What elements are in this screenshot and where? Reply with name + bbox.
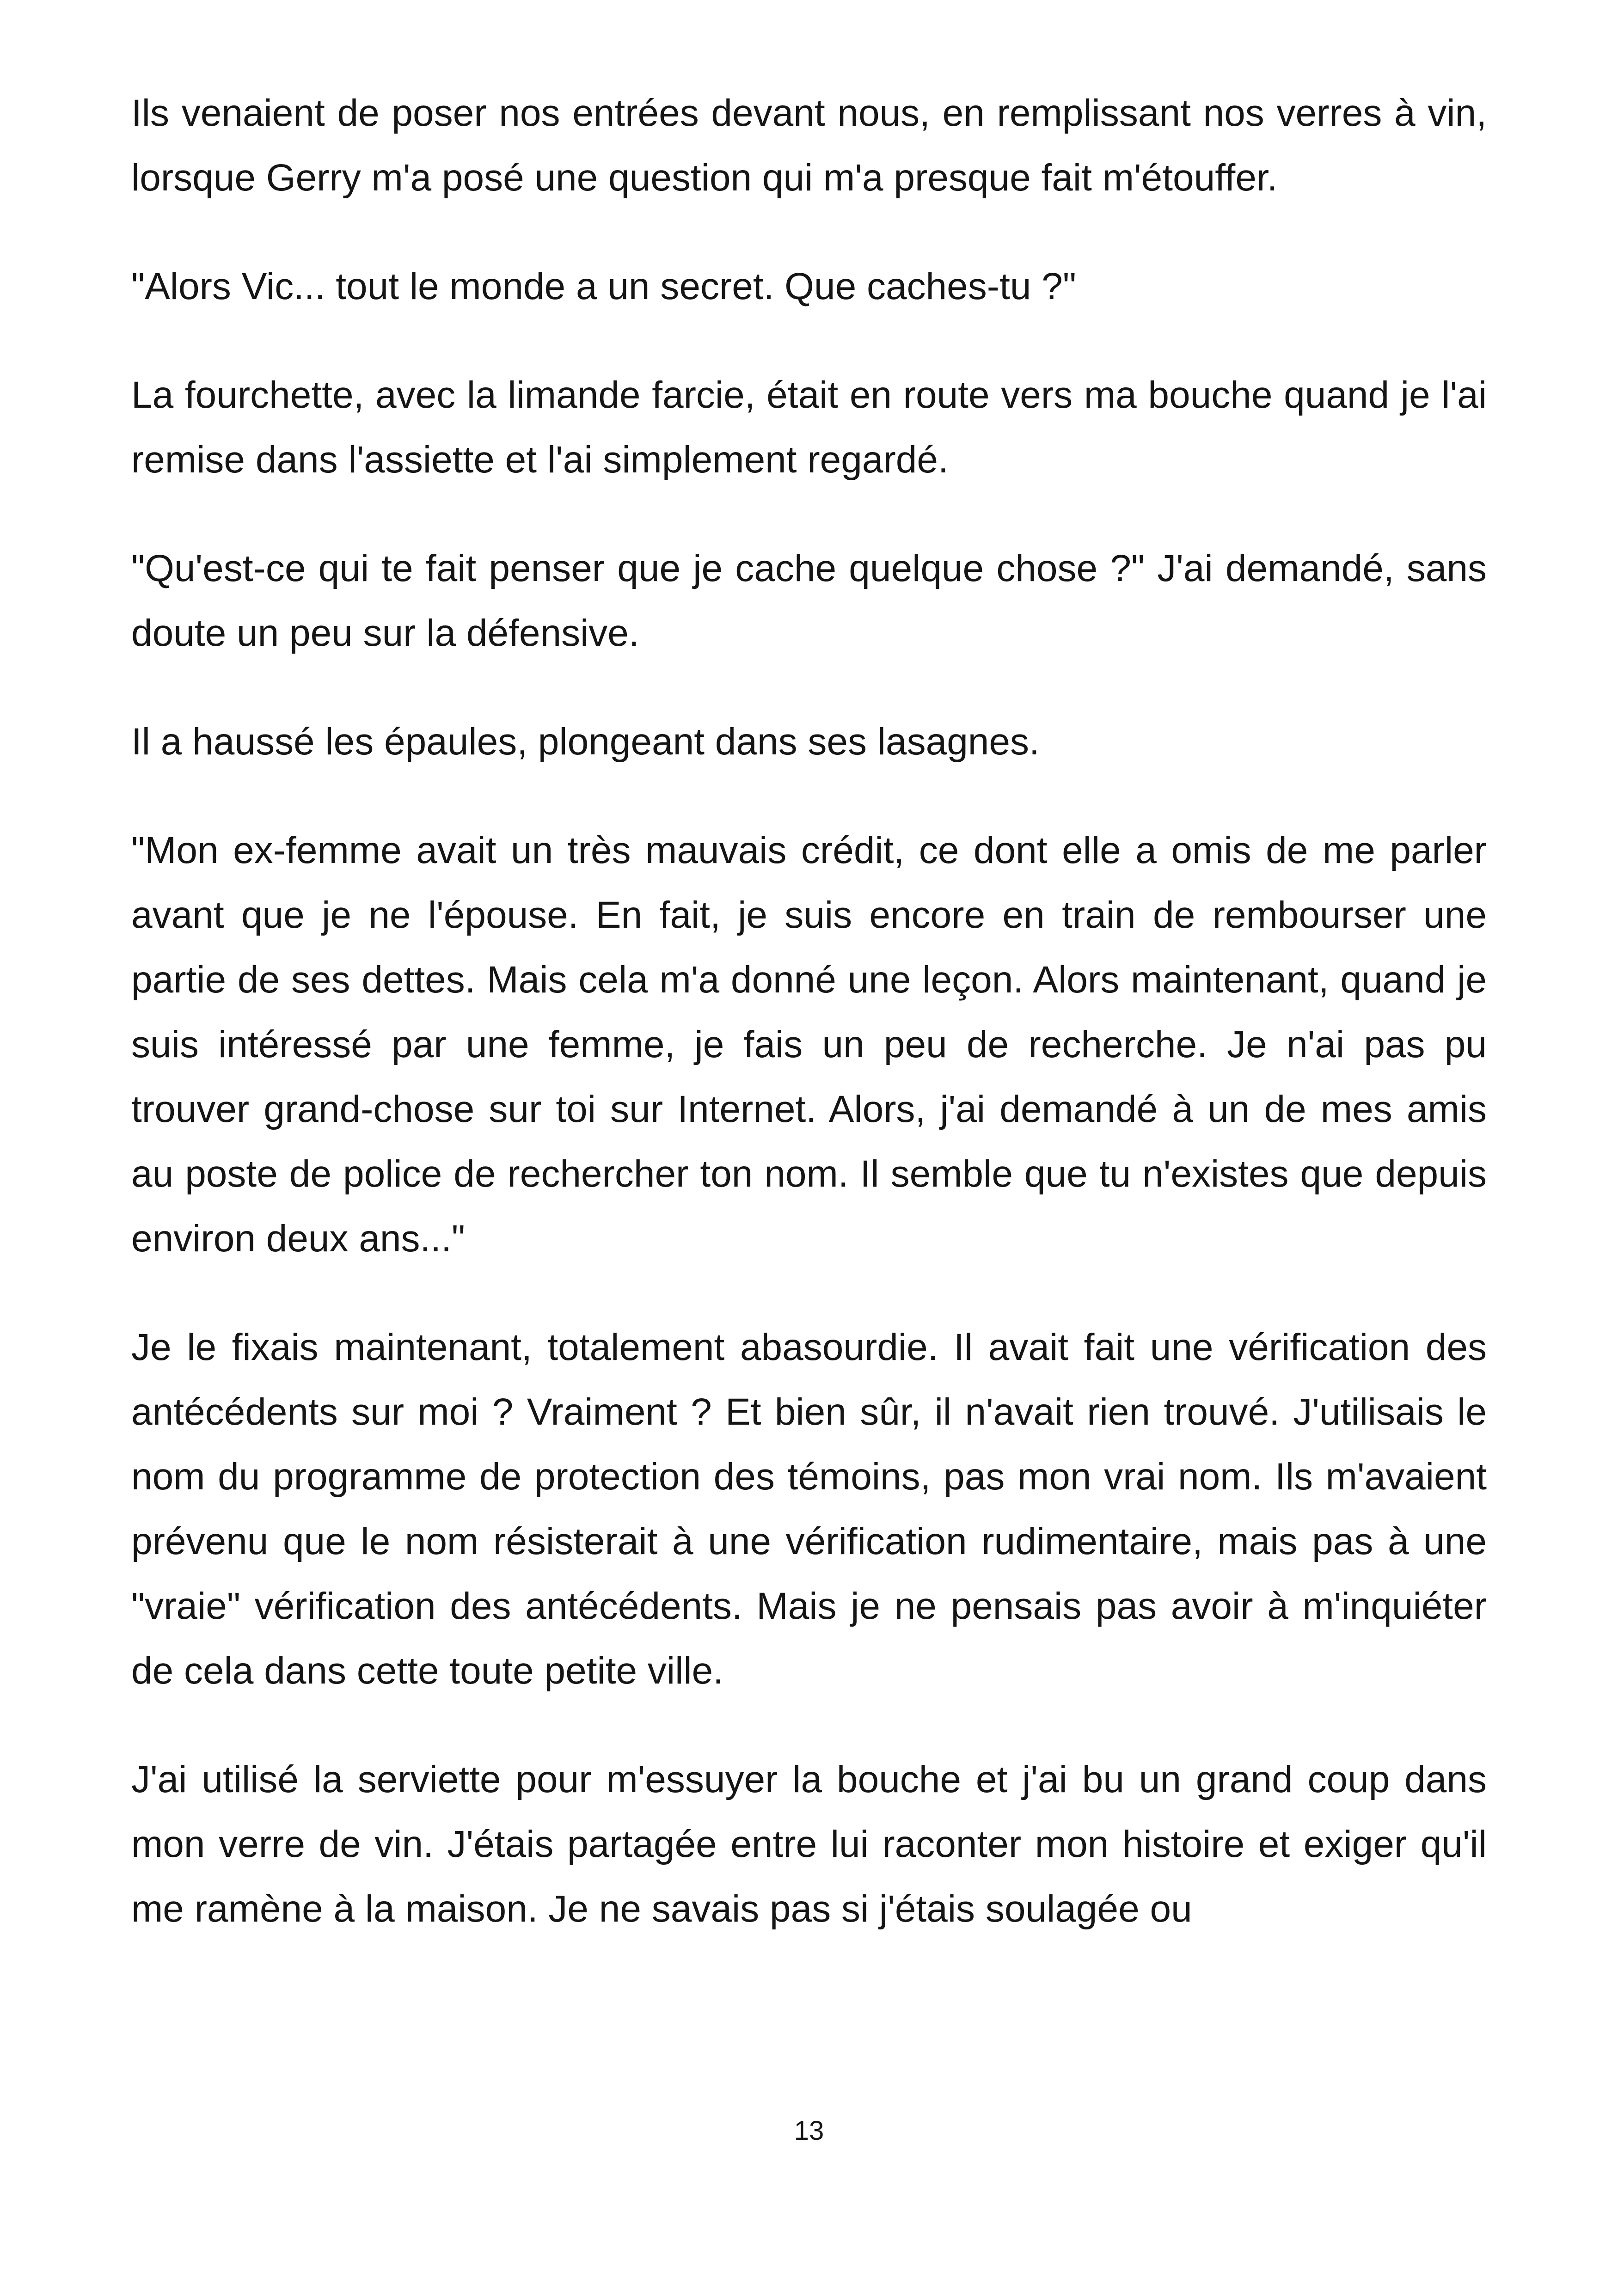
page-number: 13 xyxy=(794,2116,824,2146)
paragraph-6: "Mon ex-femme avait un très mauvais crédit, ce dont elle a omis de me parler avant que je ne l'épouse. En fait, je suis encore en train de rembourser une partie de ses dettes. Mais cela m'a donné une leçon. Alors maintenant, quand je suis intéressé par une femme, je fais un peu de recherche. Je n'ai pas pu trouver grand-chose sur toi sur Internet. Alors, j'ai demandé à un de mes amis au poste de police de rechercher ton nom. Il semble que tu n'existes que depuis environ deux ans..." xyxy=(131,829,1487,1260)
paragraph-7: Je le fixais maintenant, totalement abasourdie. Il avait fait une vérification des antécédents sur moi ? Vraiment ? Et bien sûr, il n'avait rien trouvé. J'utilisais le nom du programme de protection des témoins, pas mon vrai nom. Ils m'avaient prévenu que le nom résisterait à une vérification rudimentaire, mais pas à une "vraie" vérification des antécédents. Mais je ne pensais pas avoir à m'inquiéter de cela dans cette toute petite ville. xyxy=(131,1326,1487,1692)
body-text xyxy=(131,81,1487,1941)
paragraph-3: La fourchette, avec la limande farcie, était en route vers ma bouche quand je l'ai remise dans l'assiette et l'ai simplement regardé. xyxy=(131,374,1487,481)
paragraph-5: Il a haussé les épaules, plongeant dans ses lasagnes. xyxy=(131,721,1040,763)
paragraph-8: J'ai utilisé la serviette pour m'essuyer la bouche et j'ai bu un grand coup dans mon verre de vin. J'étais partagée entre lui raconter mon histoire et exiger qu'il me ramène à la maison. Je ne savais pas si j'étais soulagée ou xyxy=(131,1758,1487,1930)
paragraph-1: Ils venaient de poser nos entrées devant nous, en remplissant nos verres à vin, lorsque Gerry m'a posé une question qui m'a presque fait m'étouffer. xyxy=(131,92,1487,199)
paragraph-2: "Alors Vic... tout le monde a un secret. Que caches-tu ?" xyxy=(131,265,1076,307)
paragraph-4: "Qu'est-ce qui te fait penser que je cache quelque chose ?" J'ai demandé, sans doute un peu sur la défensive. xyxy=(131,547,1487,654)
